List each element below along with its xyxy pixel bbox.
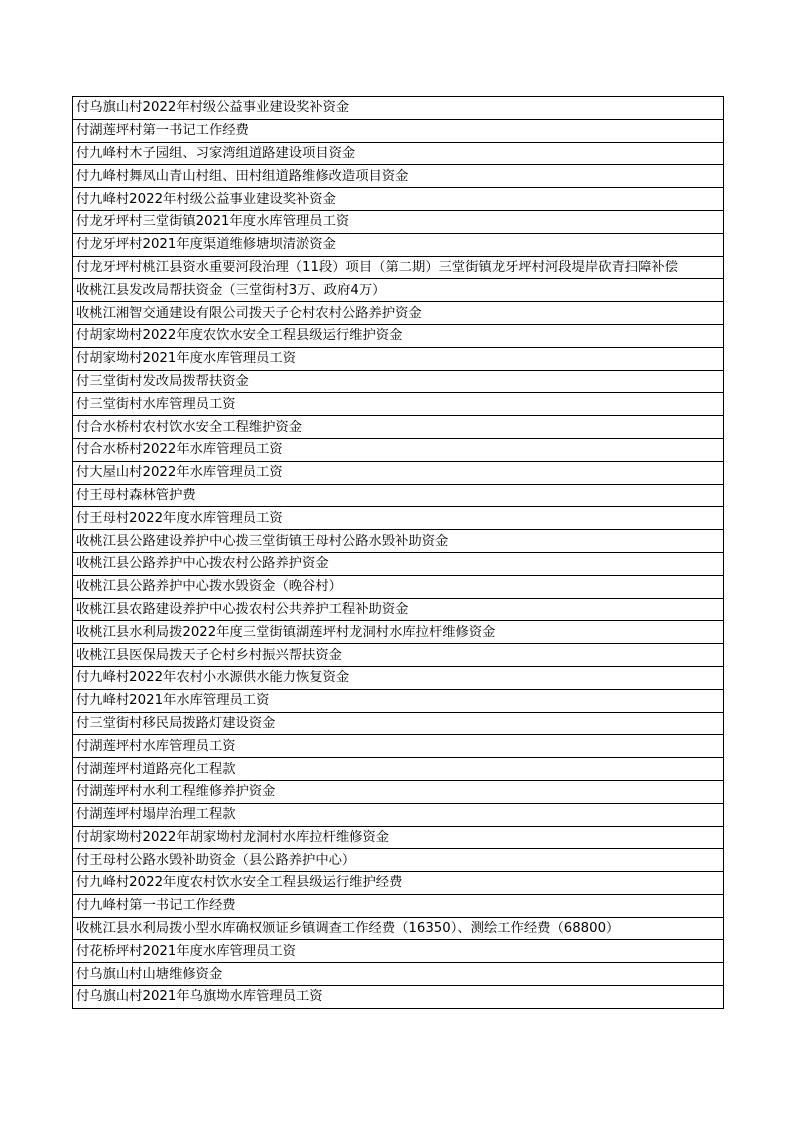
table-cell: 付花桥坪村2021年度水库管理员工资 — [73, 940, 724, 963]
table-cell: 付九峰村2022年农村小水源供水能力恢复资金 — [73, 666, 724, 689]
table-cell: 付三堂街村移民局拨路灯建设资金 — [73, 712, 724, 735]
ledger-table — [72, 96, 724, 1009]
table-row — [73, 165, 724, 188]
table-cell: 付王母村公路水毁补助资金（县公路养护中心） — [73, 849, 724, 872]
table-row — [73, 666, 724, 689]
table-row — [73, 370, 724, 393]
table-cell: 付乌旗山村2022年村级公益事业建设奖补资金 — [73, 97, 724, 120]
ledger-body — [73, 97, 724, 1009]
table-row — [73, 598, 724, 621]
table-row — [73, 302, 724, 325]
table-cell: 收桃江县公路养护中心拨水毁资金（晚谷村） — [73, 575, 724, 598]
table-cell: 付湖莲坪村第一书记工作经费 — [73, 119, 724, 142]
table-cell: 付大屋山村2022年水库管理员工资 — [73, 461, 724, 484]
table-cell: 收桃江县农路建设养护中心拨农村公共养护工程补助资金 — [73, 598, 724, 621]
table-row — [73, 256, 724, 279]
table-row — [73, 894, 724, 917]
table-cell: 付胡家坳村2021年度水库管理员工资 — [73, 347, 724, 370]
table-row — [73, 644, 724, 667]
table-row — [73, 758, 724, 781]
table-row — [73, 507, 724, 530]
table-cell: 收桃江县水利局拨小型水库确权颁证乡镇调查工作经费（16350）、测绘工作经费（68800） — [73, 917, 724, 940]
table-row — [73, 940, 724, 963]
table-cell: 付合水桥村农村饮水安全工程维护资金 — [73, 416, 724, 439]
table-cell: 付乌旗山村山塘维修资金 — [73, 963, 724, 986]
table-row — [73, 849, 724, 872]
table-cell: 付乌旗山村2021年乌旗坳水库管理员工资 — [73, 986, 724, 1009]
table-row — [73, 712, 724, 735]
table-row — [73, 347, 724, 370]
table-row — [73, 575, 724, 598]
table-row — [73, 461, 724, 484]
table-cell: 付龙牙坪村三堂街镇2021年度水库管理员工资 — [73, 210, 724, 233]
table-cell: 付湖莲坪村塌岸治理工程款 — [73, 803, 724, 826]
table-cell: 付三堂街村发改局拨帮扶资金 — [73, 370, 724, 393]
table-cell: 付湖莲坪村道路亮化工程款 — [73, 758, 724, 781]
table-row — [73, 393, 724, 416]
table-cell: 收桃江县发改局帮扶资金（三堂街村3万、政府4万） — [73, 279, 724, 302]
table-cell: 付龙牙坪村桃江县资水重要河段治理（11段）项目（第二期）三堂街镇龙牙坪村河段堤岸砍青扫障补偿 — [73, 256, 724, 279]
table-cell: 收桃江县公路建设养护中心拨三堂街镇王母村公路水毁补助资金 — [73, 530, 724, 553]
table-row — [73, 872, 724, 895]
table-row — [73, 233, 724, 256]
table-cell: 付九峰村木子园组、习家湾组道路建设项目资金 — [73, 142, 724, 165]
table-cell: 付湖莲坪村水利工程维修养护资金 — [73, 780, 724, 803]
table-row — [73, 689, 724, 712]
table-cell: 收桃江县医保局拨天子仑村乡村振兴帮扶资金 — [73, 644, 724, 667]
table-row — [73, 97, 724, 120]
table-row — [73, 484, 724, 507]
table-cell: 付九峰村舞凤山青山村组、田村组道路维修改造项目资金 — [73, 165, 724, 188]
table-row — [73, 438, 724, 461]
table-row — [73, 416, 724, 439]
table-row — [73, 530, 724, 553]
table-row — [73, 279, 724, 302]
table-cell: 付胡家坳村2022年度农饮水安全工程县级运行维护资金 — [73, 324, 724, 347]
table-cell: 付合水桥村2022年水库管理员工资 — [73, 438, 724, 461]
table-cell: 收桃江县公路养护中心拨农村公路养护资金 — [73, 552, 724, 575]
table-row — [73, 552, 724, 575]
table-row — [73, 826, 724, 849]
table-row — [73, 803, 724, 826]
table-cell: 付九峰村2022年村级公益事业建设奖补资金 — [73, 188, 724, 211]
table-cell: 付胡家坳村2022年胡家坳村龙洞村水库拉杆维修资金 — [73, 826, 724, 849]
table-cell: 付王母村森林管护费 — [73, 484, 724, 507]
table-cell: 付湖莲坪村水库管理员工资 — [73, 735, 724, 758]
table-row — [73, 324, 724, 347]
table-cell: 付九峰村第一书记工作经费 — [73, 894, 724, 917]
table-row — [73, 188, 724, 211]
table-cell: 付王母村2022年度水库管理员工资 — [73, 507, 724, 530]
table-row — [73, 142, 724, 165]
table-cell: 付九峰村2022年度农村饮水安全工程县级运行维护经费 — [73, 872, 724, 895]
table-cell: 付三堂街村水库管理员工资 — [73, 393, 724, 416]
table-cell: 付龙牙坪村2021年度渠道维修塘坝清淤资金 — [73, 233, 724, 256]
table-row — [73, 917, 724, 940]
table-row — [73, 621, 724, 644]
table-cell: 收桃江湘智交通建设有限公司拨天子仑村农村公路养护资金 — [73, 302, 724, 325]
table-row — [73, 963, 724, 986]
table-row — [73, 210, 724, 233]
table-cell: 付九峰村2021年水库管理员工资 — [73, 689, 724, 712]
table-cell: 收桃江县水利局拨2022年度三堂街镇湖莲坪村龙洞村水库拉杆维修资金 — [73, 621, 724, 644]
table-row — [73, 780, 724, 803]
table-row — [73, 986, 724, 1009]
table-row — [73, 119, 724, 142]
table-row — [73, 735, 724, 758]
